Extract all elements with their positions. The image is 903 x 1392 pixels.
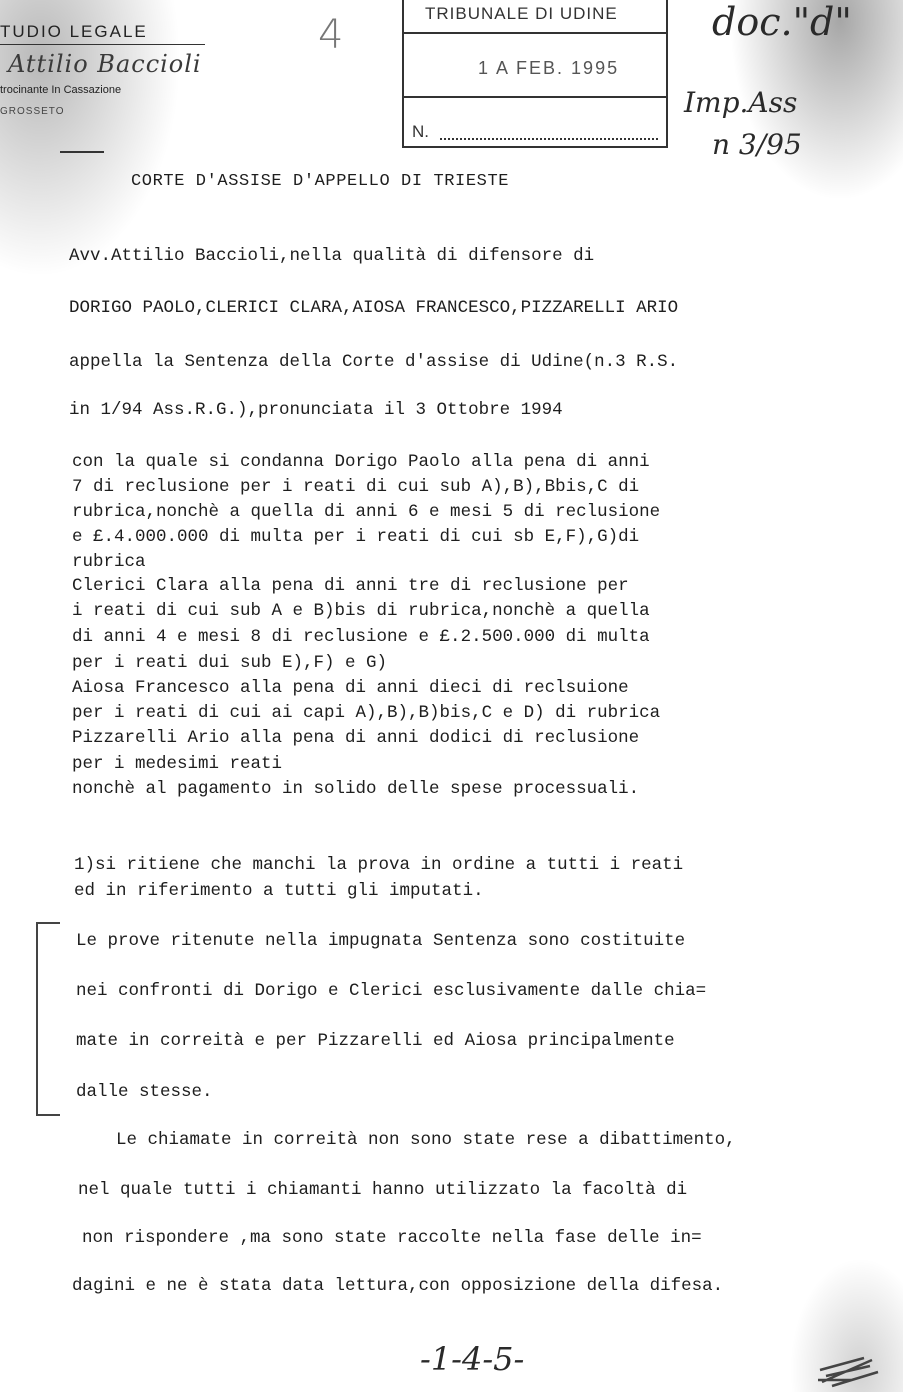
- intro-line: DORIGO PAOLO,CLERICI CLARA,AIOSA FRANCESCO,PIZZARELLI ARIO: [69, 298, 679, 318]
- point-line: ed in riferimento a tutti gli imputati.: [74, 881, 484, 901]
- letterhead-rule: [0, 44, 205, 45]
- letterhead-city: GROSSETO: [0, 106, 65, 114]
- intro-line: in 1/94 Ass.R.G.),pronunciata il 3 Ottobre 1994: [69, 400, 563, 420]
- closing-line: non rispondere ,ma sono state raccolte nella fase delle in=: [82, 1228, 702, 1248]
- handwritten-page-number: -1-4-5-: [420, 1340, 525, 1378]
- intro-line: Avv.Attilio Baccioli,nella qualità di difensore di: [69, 246, 595, 266]
- bracketed-line: dalle stesse.: [76, 1082, 213, 1102]
- closing-line: dagini e ne è stata data lettura,con opposizione della difesa.: [72, 1276, 724, 1296]
- bracketed-line: nei confronti di Dorigo e Clerici esclusivamente dalle chia=: [76, 981, 707, 1001]
- margin-bracket: [36, 922, 60, 1116]
- handwritten-ref-line2: n 3/95: [712, 128, 802, 161]
- sentence-line: 7 di reclusione per i reati di cui sub A),B),Bbis,C di: [72, 477, 640, 497]
- sentence-line: per i reati di cui ai capi A),B),B)bis,C e D) di rubrica: [72, 703, 661, 723]
- bracketed-line: mate in correità e per Pizzarelli ed Aiosa principalmente: [76, 1031, 675, 1051]
- handwritten-ref-line1: Imp.Ass: [684, 86, 798, 119]
- sentence-line: Clerici Clara alla pena di anni tre di reclusione per: [72, 576, 629, 596]
- handwritten-number: 4: [318, 12, 344, 58]
- sentence-line: nonchè al pagamento in solido delle spese processuali.: [72, 779, 640, 799]
- sentence-line: i reati di cui sub A e B)bis di rubrica,nonchè a quella: [72, 601, 650, 621]
- letterhead-dash: [60, 151, 104, 153]
- document-title: CORTE D'ASSISE D'APPELLO DI TRIESTE: [131, 172, 510, 191]
- stamp-divider: [402, 32, 666, 34]
- stamp-title: TRIBUNALE DI UDINE: [425, 4, 618, 23]
- sentence-line: Pizzarelli Ario alla pena di anni dodici di reclusione: [72, 728, 640, 748]
- stamp-date: 1 A FEB. 1995: [478, 58, 620, 78]
- sentence-line: rubrica,nonchè a quella di anni 6 e mesi 5 di reclusione: [72, 502, 661, 522]
- sentence-line: con la quale si condanna Dorigo Paolo alla pena di anni: [72, 452, 650, 472]
- sentence-line: e £.4.000.000 di multa per i reati di cui sb E,F),G)di: [72, 527, 640, 547]
- bracketed-line: Le prove ritenute nella impugnata Sentenza sono costituite: [76, 931, 686, 951]
- letterhead-studio: TUDIO LEGALE: [0, 22, 148, 41]
- stamp-number-field: [440, 138, 658, 140]
- sentence-line: per i medesimi reati: [72, 754, 283, 774]
- sentence-line: di anni 4 e mesi 8 di reclusione e £.2.500.000 di multa: [72, 627, 650, 647]
- intro-line: appella la Sentenza della Corte d'assise di Udine(n.3 R.S.: [69, 352, 679, 372]
- handwritten-doc-label: doc."d": [712, 0, 852, 44]
- stamp-divider: [402, 96, 666, 98]
- closing-line: nel quale tutti i chiamanti hanno utilizzato la facoltà di: [78, 1180, 688, 1200]
- stamp-number-label: N.: [412, 122, 429, 141]
- sentence-line: Aiosa Francesco alla pena di anni dieci di reclsuione: [72, 678, 629, 698]
- letterhead-signature: Attilio Baccioli: [8, 50, 202, 78]
- sentence-line: rubrica: [72, 552, 146, 572]
- letterhead-subtitle: trocinante In Cassazione: [0, 84, 122, 96]
- closing-line: Le chiamate in correità non sono state rese a dibattimento,: [116, 1130, 736, 1150]
- point-line: 1)si ritiene che manchi la prova in ordine a tutti i reati: [74, 855, 684, 875]
- sentence-line: per i reati dui sub E),F) e G): [72, 653, 388, 673]
- scribble-mark: [812, 1352, 882, 1388]
